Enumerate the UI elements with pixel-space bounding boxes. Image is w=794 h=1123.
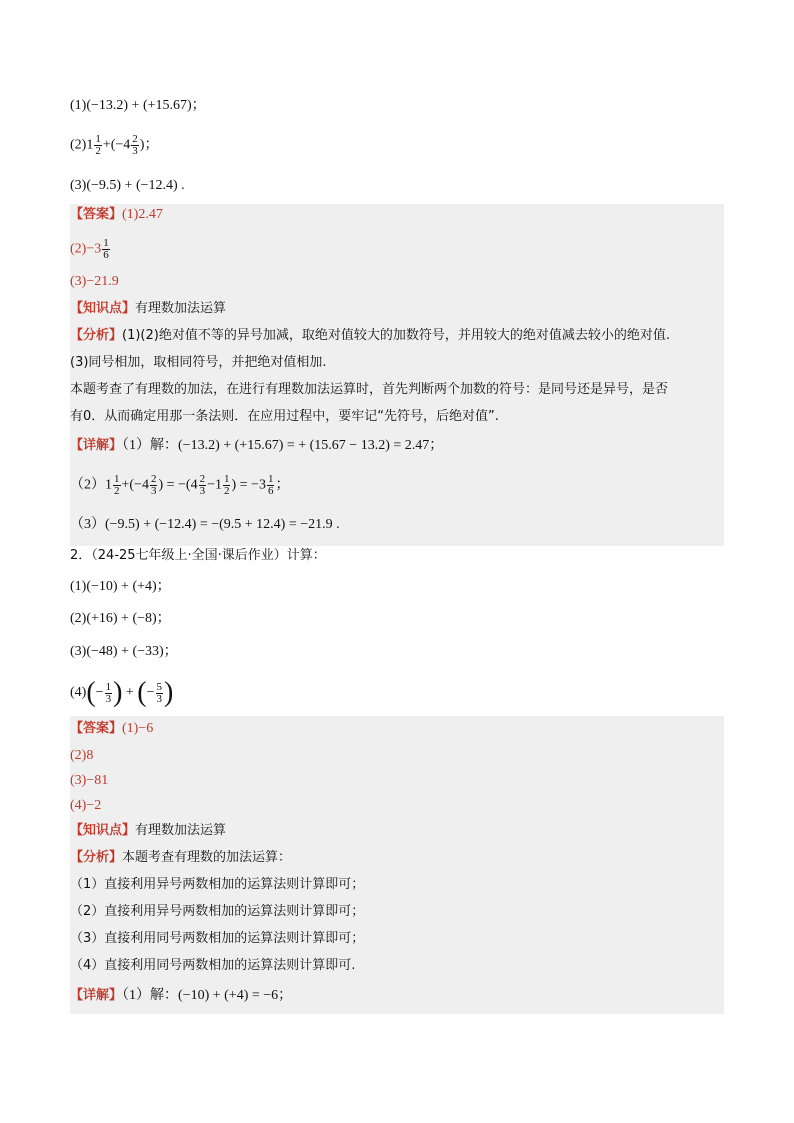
- detail-tag-2: 【详解】: [70, 988, 123, 1003]
- a1-detail-3: （3）(−9.5) + (−12.4) = −(9.5 + 12.4) = −21.9 .: [70, 517, 340, 532]
- answer-1: (1)2.47: [122, 207, 163, 222]
- detail-2-frac-c: $\frac{2}{3}$: [199, 473, 206, 497]
- answer-tag: 【答案】: [70, 207, 123, 222]
- a1-analysis-2: (3)同号相加，取相同符号，并把绝对值相加.: [70, 355, 327, 370]
- answer-2-prefix: (2)−3: [70, 241, 102, 257]
- a2-answer-4: (4)−2: [70, 798, 102, 813]
- detail-2-frac-e: $\frac{1}{6}$: [267, 473, 274, 497]
- a2-analysis-4: （4）直接利用同号两数相加的运算法则计算即可.: [70, 958, 356, 973]
- a1-answer-3: (3)−21.9: [70, 274, 119, 289]
- a2-detail-text-1: （1）解：(−10) + (+4) = −6；: [122, 988, 293, 1003]
- a2-analysis-text-0: 本题考查有理数的加法运算：: [122, 850, 292, 865]
- a2-answer-2: (2)8: [70, 748, 94, 763]
- a2-answer-line: [70, 720, 153, 738]
- analysis-tag-2: 【分析】: [70, 850, 123, 865]
- a2-knowledge: [70, 822, 226, 840]
- q1-part-2: [70, 134, 158, 157]
- answer-tag-2: 【答案】: [70, 721, 123, 736]
- detail-2-text-c: −1: [207, 477, 222, 493]
- a1-answer-line: [70, 206, 163, 224]
- knowledge-text: 有理数加法运算: [135, 301, 227, 316]
- detail-2-text-b: ) = −(4: [158, 477, 198, 493]
- analysis-tag: 【分析】: [70, 328, 123, 343]
- a2-analysis-3: （3）直接利用同号两数相加的运算法则计算即可；: [70, 931, 365, 946]
- a2-answer-3: (3)−81: [70, 773, 109, 788]
- q2-part-1: (1)(−10) + (+4)；: [70, 579, 171, 594]
- q2-part-3: (3)(−48) + (−33)；: [70, 644, 178, 659]
- q2-part-4-a-sign: −: [95, 685, 104, 701]
- q2-part-2: (2)(+16) + (−8)；: [70, 611, 171, 626]
- q1-part-3: (3)(−9.5) + (−12.4) .: [70, 178, 185, 193]
- a2-analysis-2: （2）直接利用异号两数相加的运算法则计算即可；: [70, 904, 365, 919]
- a1-answer-2: [70, 238, 111, 261]
- q1-part-1: (1)(−13.2) + (+15.67)；: [70, 98, 206, 113]
- q1-part-2-frac-1: $\frac{1}{2}$: [95, 133, 101, 157]
- detail-2-end: ；: [275, 477, 290, 493]
- q1-part-2-frac-2: $\frac{2}{3}$: [132, 133, 138, 157]
- detail-text-1: （1）解：(−13.2) + (+15.67) = + (15.67 − 13.2) = 2.47；: [122, 438, 444, 453]
- answer-2-frac: $\frac{1}{6}$: [103, 237, 109, 261]
- analysis-text-1: (1)(2)绝对值不等的异号加减，取绝对值较大的加数符号，并用较大的绝对值减去较小的绝对值.: [122, 328, 670, 343]
- a2-answer-1: (1)−6: [122, 721, 154, 736]
- q1-part-2-prefix: (2)1: [70, 137, 94, 153]
- detail-2-frac-d: $\frac{1}{2}$: [223, 473, 230, 497]
- knowledge-tag: 【知识点】: [70, 301, 136, 316]
- a1-analysis-4: 有0．从而确定用那一条法则．在应用过程中，要牢记“先符号，后绝对值”.: [70, 409, 499, 424]
- a1-detail-1: [70, 437, 443, 455]
- detail-2-prefix: （2）1: [70, 477, 112, 493]
- detail-2-text-d: ) = −3: [231, 477, 266, 493]
- detail-2-frac-b: $\frac{2}{3}$: [150, 473, 157, 497]
- a1-knowledge: [70, 300, 226, 318]
- q2-part-4-b-sign: −: [146, 685, 155, 701]
- q2-part-4-prefix: (4): [70, 685, 87, 701]
- detail-tag: 【详解】: [70, 438, 123, 453]
- q2-part-4-frac-a: $\frac{1}{3}$: [105, 680, 112, 705]
- q2-part-4-plus: +: [125, 685, 134, 701]
- detail-2-frac-a: $\frac{1}{2}$: [114, 473, 120, 497]
- a1-analysis-1: [70, 327, 670, 345]
- q1-part-2-suffix: )；: [139, 137, 159, 153]
- knowledge-text-2: 有理数加法运算: [135, 823, 227, 838]
- a1-analysis-3: 本题考查了有理数的加法，在进行有理数加法运算时，首先判断两个加数的符号：是同号还是异号，是否: [70, 382, 669, 397]
- a2-analysis-0: [70, 849, 291, 867]
- a2-analysis-1: （1）直接利用异号两数相加的运算法则计算即可；: [70, 877, 365, 892]
- q2-part-4-frac-b: $\frac{5}{3}$: [156, 680, 163, 705]
- knowledge-tag-2: 【知识点】: [70, 823, 136, 838]
- a2-detail-1: [70, 987, 292, 1005]
- q2-part-4: (4)(− $\frac{1}{3}$ ) + (− $\frac{5}{3}$ ): [70, 677, 174, 708]
- q2-title: 2．（24-25七年级上·全国·课后作业）计算：: [70, 548, 326, 563]
- a1-detail-2: [70, 474, 289, 497]
- q1-part-2-mid: +(−4: [102, 137, 131, 153]
- detail-2-text-a: +(−4: [121, 477, 149, 493]
